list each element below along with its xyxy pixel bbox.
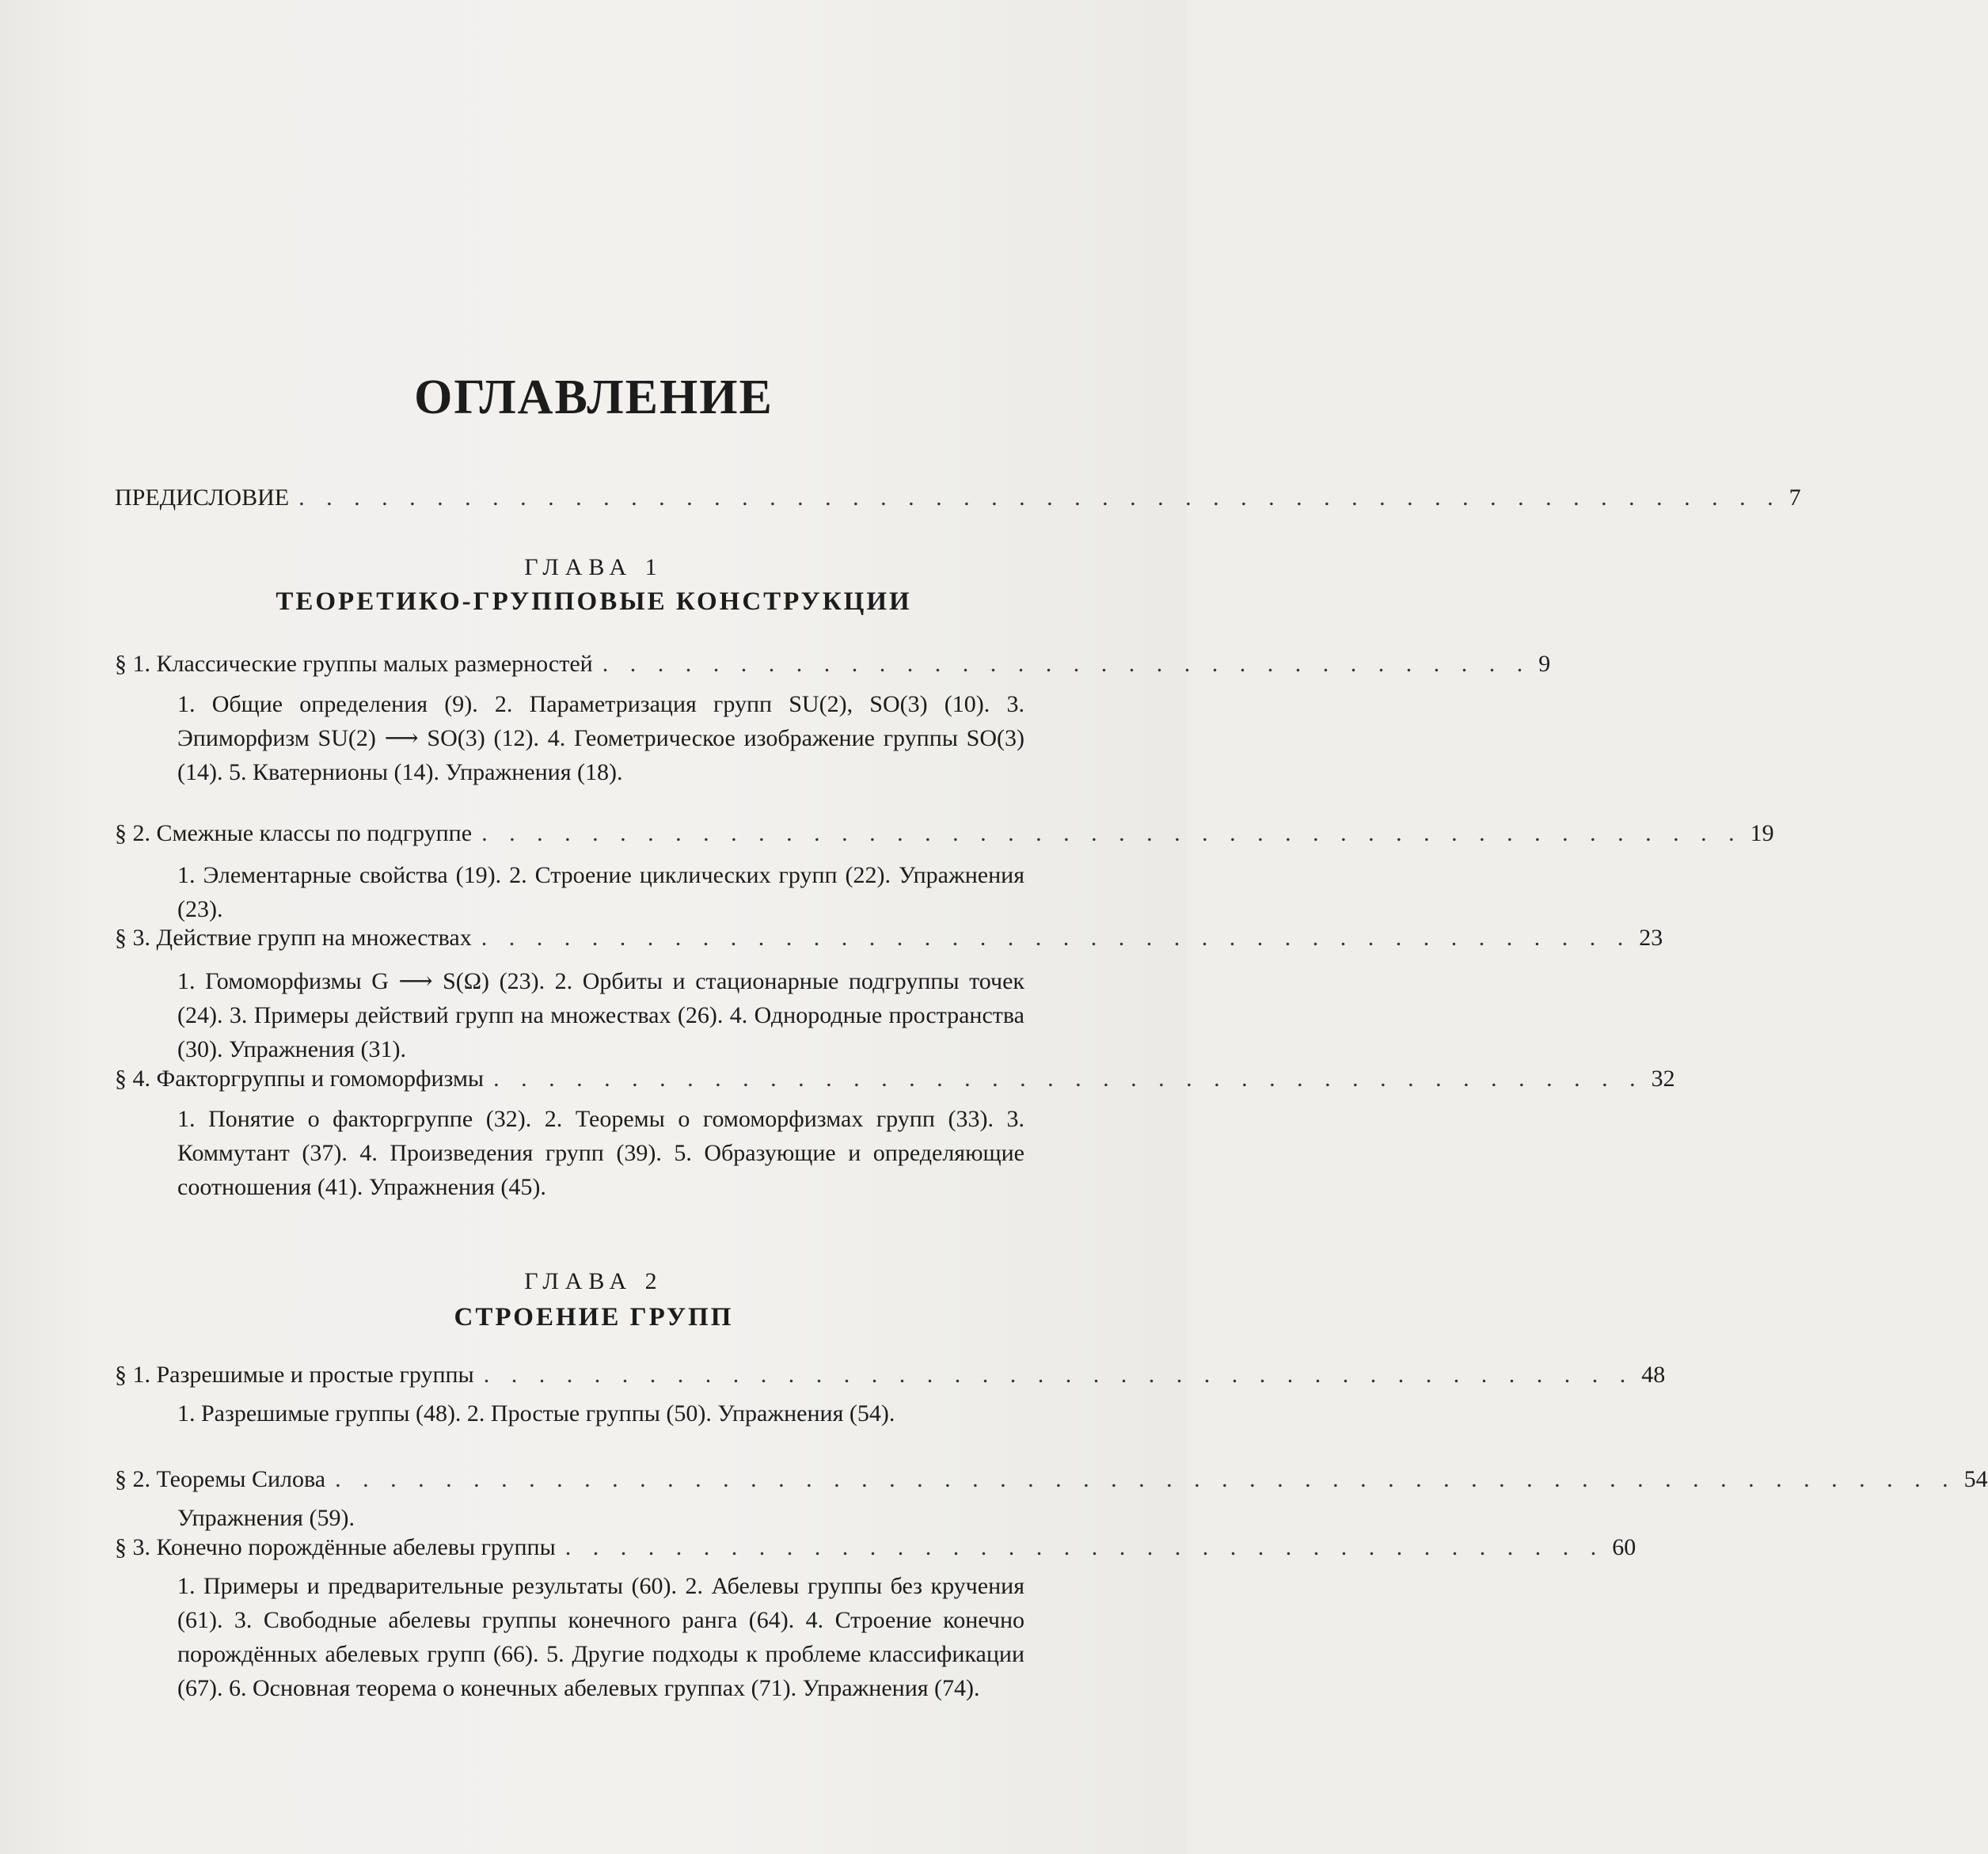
chapter-title: ТЕОРЕТИКО-ГРУППОВЫЕ КОНСТРУКЦИИ [276, 587, 912, 616]
toc-entry-section [115, 1362, 1666, 1393]
toc-entry-title: § 1. Разрешимые и простые группы [115, 1362, 474, 1388]
dot-leader: . . . . . . . . . . . . . . . . . . . . . . . . . . . . . . . . . . . . . . . . . . . . . . . . . . . . . . . . . . . [335, 1466, 1956, 1492]
toc-page-number: 23 [1639, 925, 1663, 951]
dot-leader: . . . . . . . . . . . . . . . . . . . . . . . . . . . . . . . . . . [602, 651, 1531, 677]
dot-leader: . . . . . . . . . . . . . . . . . . . . . . . . . . . . . . . . . . . . . . [564, 1534, 1605, 1560]
toc-page-number: 54 [1963, 1466, 1988, 1492]
toc-entry-title: § 1. Классические группы малых размерностей [115, 651, 593, 677]
chapter-title: СТРОЕНИЕ ГРУПП [454, 1303, 734, 1332]
toc-subsections: 1. Элементарные свойства (19). 2. Строение циклических групп (22). Упражнения (23). [177, 862, 1024, 922]
dot-leader: . . . . . . . . . . . . . . . . . . . . . . . . . . . . . . . . . . . . . . . . . . [481, 925, 1632, 951]
dot-leader: . . . . . . . . . . . . . . . . . . . . . . . . . . . . . . . . . . . . . . . . . . . . . . . . . . . . . . [298, 484, 1781, 511]
toc-entry-section [115, 1534, 1636, 1566]
toc-entry-section [115, 1466, 1988, 1498]
toc-subsections: 1. Гомоморфизмы G ⟶ S(Ω) (23). 2. Орбиты и стационарные подгруппы точек (24). 3. Примеры действий групп на множествах (26). 4. Однородные пространства (30). Упражнения (31). [177, 968, 1024, 1062]
toc-page-number: 48 [1641, 1362, 1666, 1388]
toc-page-number: 9 [1538, 651, 1551, 677]
toc-entry-title: § 3. Конечно порождённые абелевы группы [115, 1534, 556, 1560]
toc-page-number: 32 [1651, 1066, 1675, 1092]
toc-subsections: 1. Примеры и предварительные результаты (60). 2. Абелевы группы без кручения (61). 3. Свободные абелевы группы конечного ранга (64). 4. Строение конечно порождённых абелевых групп (66). 5. Другие подходы к проблеме классификации (67). 6. Основная теорема о конечных абелевых группах (71). Упражнения (74). [177, 1573, 1024, 1701]
dot-leader: . . . . . . . . . . . . . . . . . . . . . . . . . . . . . . . . . . . . . . . . . . [493, 1066, 1644, 1092]
page-title: ОГЛАВЛЕНИЕ [414, 370, 774, 424]
toc-entry-title: § 2. Теоремы Силова [115, 1466, 326, 1492]
toc-subsections: 1. Понятие о факторгруппе (32). 2. Теоремы о гомоморфизмах групп (33). 3. Коммутант (37). 4. Произведения групп (39). 5. Образующие и определяющие соотношения (41). Упражнения (45). [177, 1106, 1024, 1200]
toc-entry-title: § 2. Смежные классы по подгруппе [115, 820, 473, 846]
toc-entry-section [115, 651, 1551, 682]
dot-leader: . . . . . . . . . . . . . . . . . . . . . . . . . . . . . . . . . . . . . . . . . . . . . . [481, 820, 1743, 846]
toc-page-number: 7 [1788, 484, 1801, 511]
chapter-label: ГЛАВА 2 [524, 1268, 663, 1294]
toc-subsections: 1. Разрешимые группы (48). 2. Простые группы (50). Упражнения (54). [177, 1400, 895, 1427]
toc-entry-title: § 4. Факторгруппы и гомоморфизмы [115, 1066, 485, 1092]
toc-entry-section [115, 1066, 1675, 1097]
toc-entry-preface [115, 484, 1801, 516]
toc-page-number: 19 [1750, 820, 1774, 846]
toc-entry-title: ПРЕДИСЛОВИЕ [115, 484, 290, 511]
toc-subsections: 1. Общие определения (9). 2. Параметризация групп SU(2), SO(3) (10). 3. Эпиморфизм SU(2) ⟶ SO(3) (12). 4. Геометрическое изображение группы SO(3) (14). 5. Кватернионы (14). Упражнения (18). [177, 691, 1024, 785]
toc-entry-title: § 3. Действие групп на множествах [115, 925, 472, 951]
toc-entry-section [115, 820, 1774, 852]
toc-page-number: 60 [1612, 1534, 1636, 1560]
toc-entry-section [115, 925, 1663, 956]
chapter-label: ГЛАВА 1 [524, 554, 663, 580]
dot-leader: . . . . . . . . . . . . . . . . . . . . . . . . . . . . . . . . . . . . . . . . . . [483, 1362, 1634, 1388]
toc-subsections: Упражнения (59). [177, 1505, 355, 1531]
